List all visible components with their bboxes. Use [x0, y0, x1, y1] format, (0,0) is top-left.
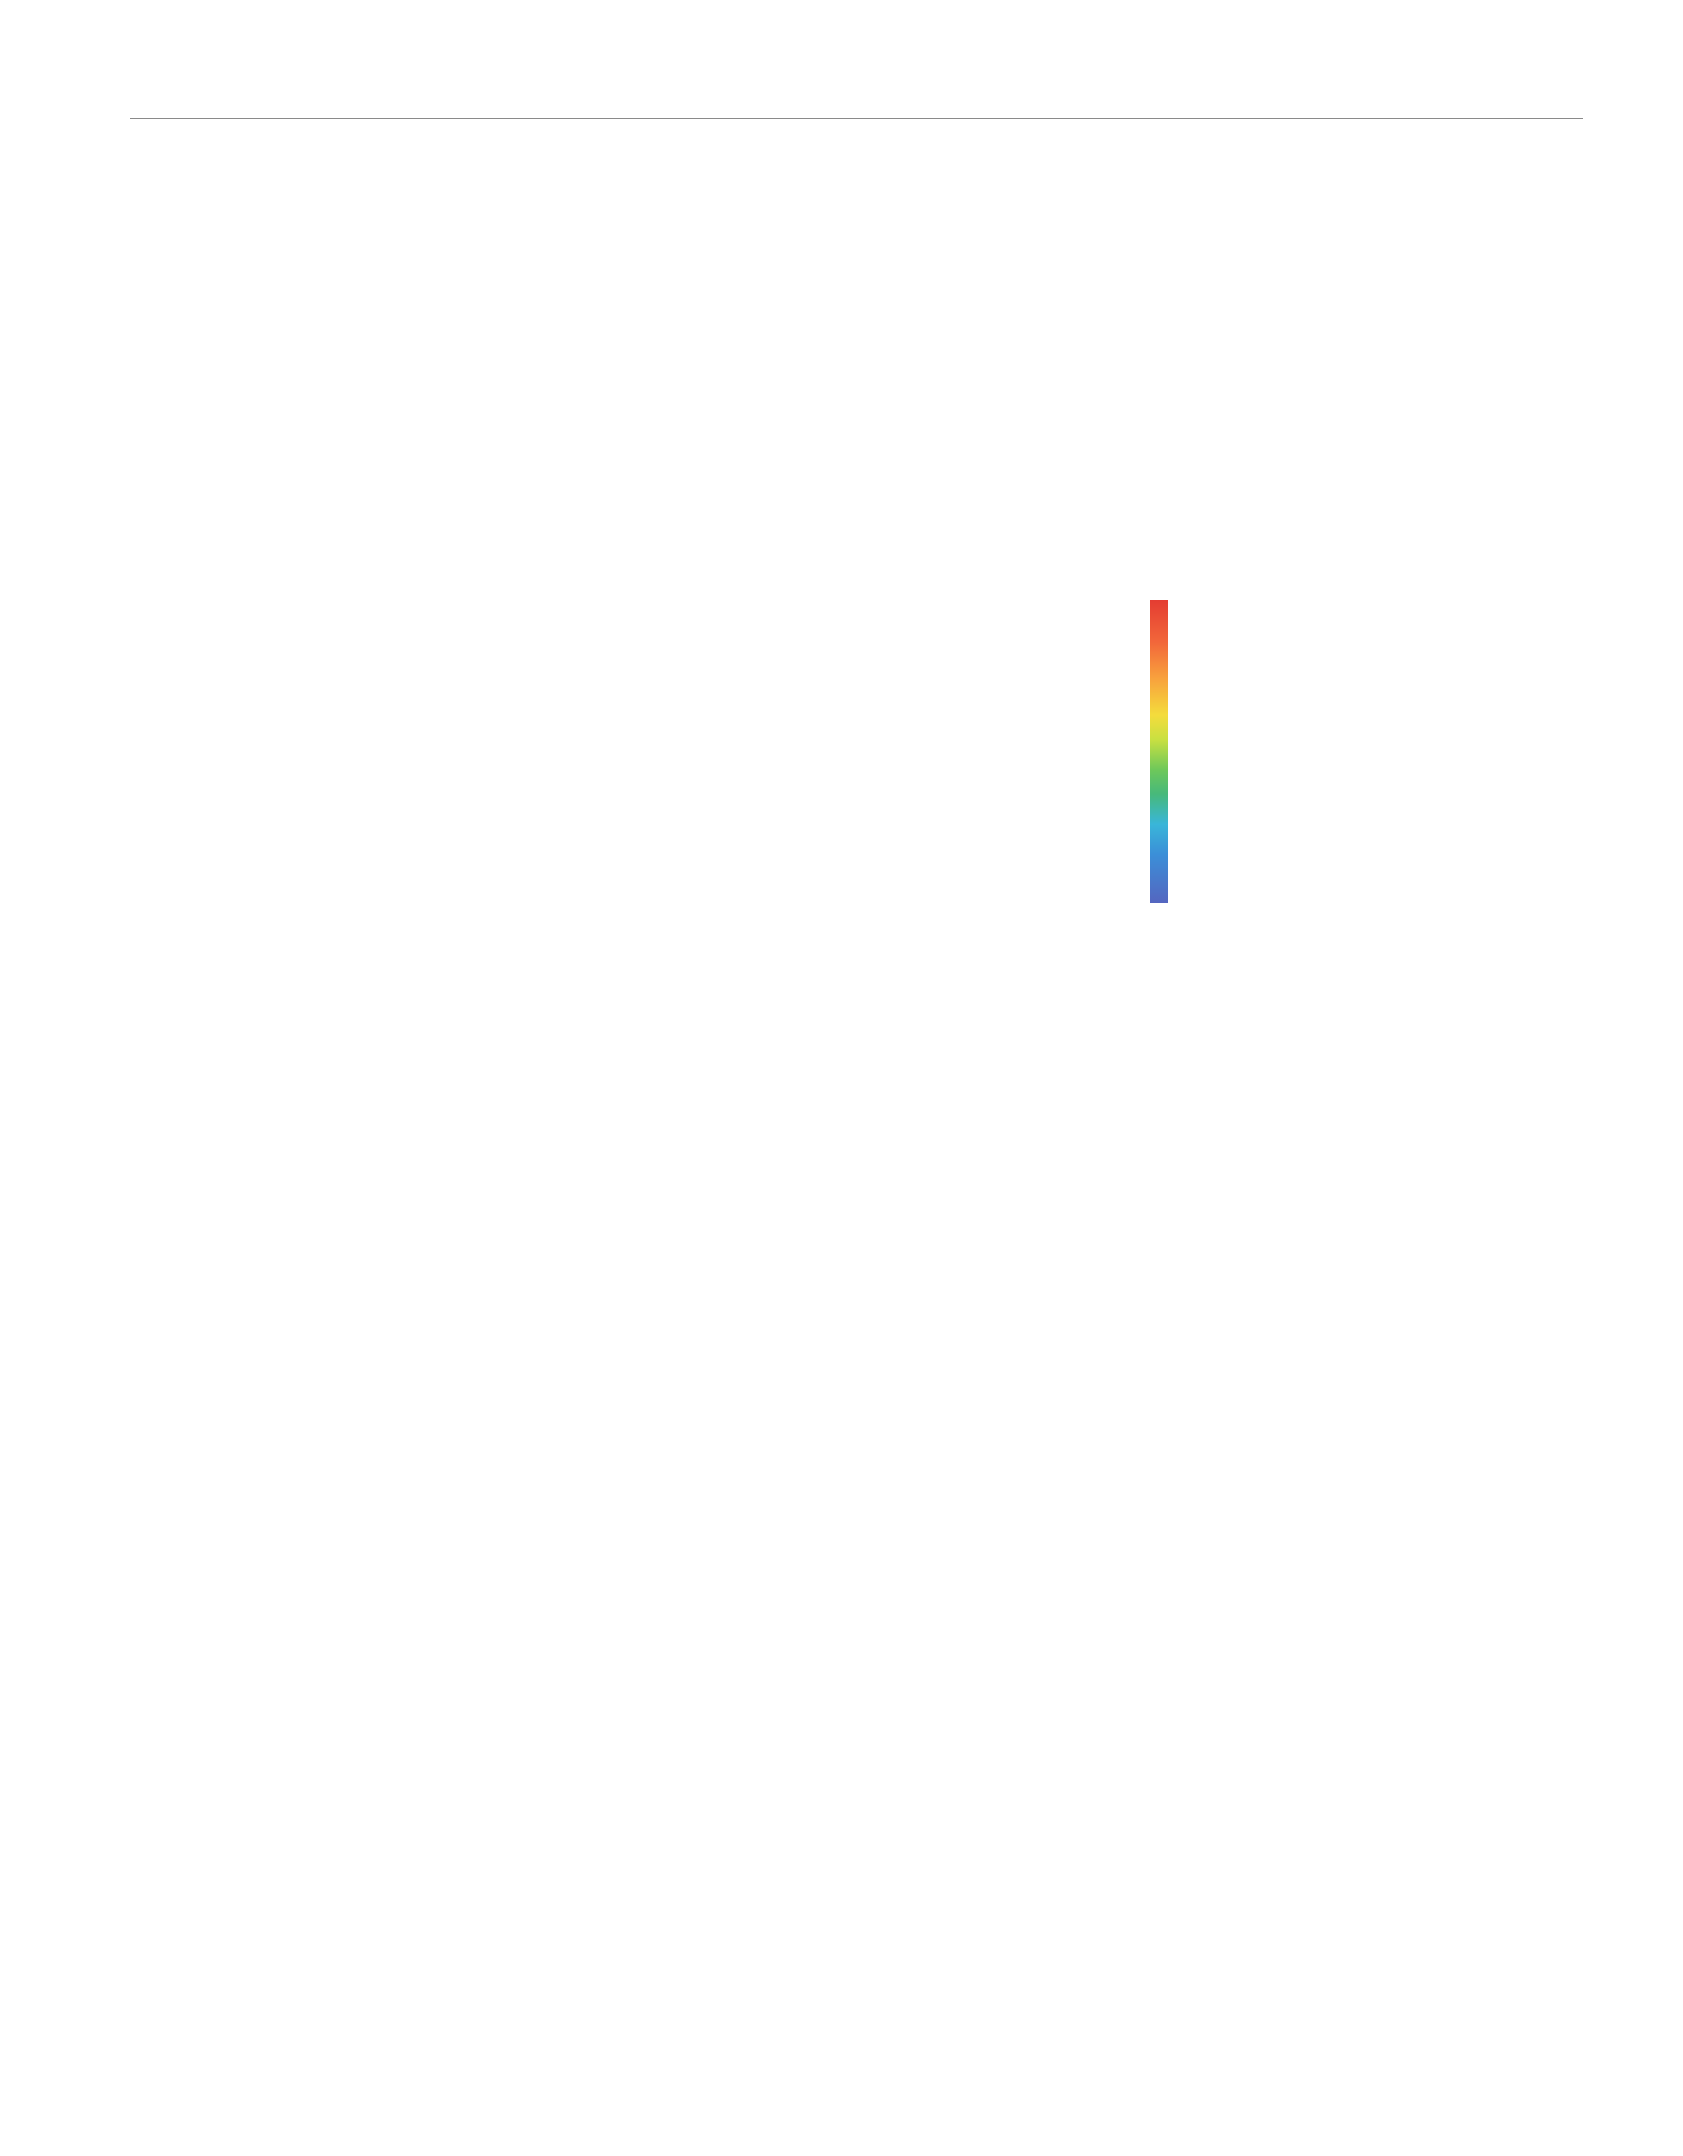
- header-rule: [130, 118, 1583, 119]
- temperature-legend: [1138, 556, 1248, 926]
- left-column: [118, 318, 783, 384]
- right-column: [902, 324, 1567, 350]
- legend-color-bar: [1150, 600, 1168, 903]
- running-header: [1547, 131, 1571, 151]
